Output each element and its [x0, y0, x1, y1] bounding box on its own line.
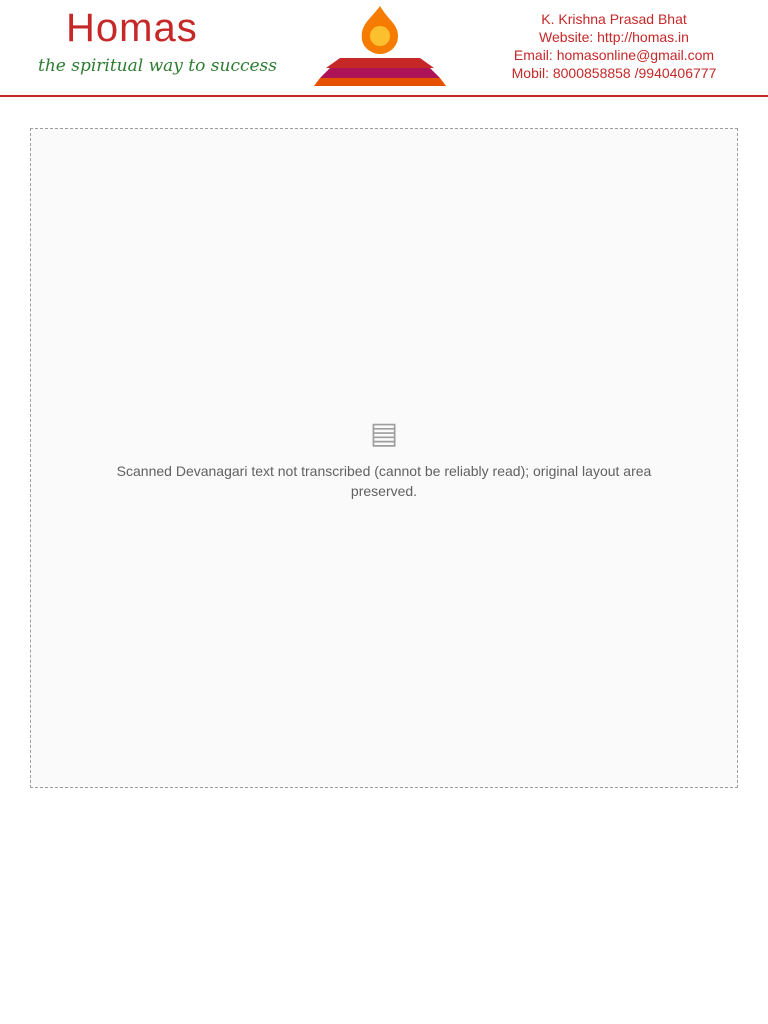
altar-base	[314, 78, 446, 86]
om-medallion	[370, 26, 390, 46]
header-divider	[0, 95, 768, 97]
contact-block	[484, 10, 744, 82]
homa-fire-logo-icon	[300, 2, 460, 88]
page-header	[0, 0, 768, 96]
brand-tagline: the spiritual way to success	[38, 56, 277, 76]
contact-mobile: Mobil: 8000858858 /9940406777	[511, 65, 717, 81]
altar-middle	[320, 68, 440, 78]
scanned-text-placeholder	[30, 128, 738, 788]
contact-name: K. Krishna Prasad Bhat	[541, 11, 687, 27]
document-icon: ▤	[369, 416, 399, 450]
contact-email: Email: homasonline@gmail.com	[513, 47, 715, 63]
brand-title: Homas	[66, 6, 198, 50]
contact-website: Website: http://homas.in	[539, 29, 689, 45]
placeholder-note: Scanned Devanagari text not transcribed (cannot be reliably read); original layout area preserved.	[116, 462, 652, 499]
altar-top	[326, 58, 434, 68]
